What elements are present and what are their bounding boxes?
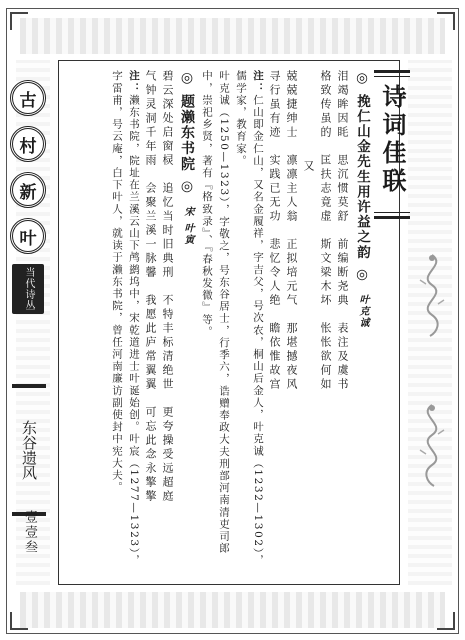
poem-line: 兢兢捷绅士 凛凛主人翁 正拟培元气 那堪撼夜风: [285, 70, 298, 392]
title-rule: [374, 212, 410, 213]
section-title: 诗词佳联: [378, 84, 407, 196]
poem-line: 气钟灵洞千年雨 会聚兰溪一脉馨 我愿此庐常翼翼 可忘此念永擎擎: [144, 70, 157, 504]
poem-note: 注：仁山即金仁山，又名金履祥，字吉父，号次农，桐山后金人，叶克诚（1232—1302），儒学家，教育家。: [235, 70, 264, 567]
series-char-3: 新: [10, 172, 46, 208]
poem-note: 注：濑东书院，院址在兰溪云山下鸬鹚坞中，宋乾道进士叶诞始创。叶宸（1277—1323），字雷甫，号云庵，白下叶人，就读于濑东书院，曾任河南廉访副使封中宪大夫。: [111, 70, 140, 567]
series-badge: 当代诗丛: [12, 264, 44, 314]
section-tab: 东谷遗风: [12, 384, 46, 516]
title-rule: [374, 76, 410, 77]
poem-title: ◎ 挽仁山金先生用许益之韵 ◎叶克诚: [354, 70, 370, 329]
poem-text-area: [83, 70, 373, 570]
corner-ornament-icon: [437, 612, 455, 630]
series-sidebar: [8, 80, 48, 326]
corner-ornament-icon: [437, 12, 455, 30]
series-char-2: 村: [10, 126, 46, 162]
corner-ornament-icon: [10, 612, 28, 630]
dragon-ornament-icon: [412, 400, 452, 490]
series-char-1: 古: [10, 80, 46, 116]
section-title-block: [372, 70, 412, 240]
poem-line: 格致传虽的 匡扶志竟虚 斯文梁木坏 怅怅欲何如: [319, 70, 332, 392]
title-rule: [374, 70, 410, 73]
title-rule: [374, 216, 410, 219]
poem-title: ◎ 题濑东书院 ◎宋 叶寅: [179, 70, 195, 247]
poem-author: 宋 叶寅: [182, 206, 193, 247]
series-char-4: 叶: [10, 218, 46, 254]
poem-line: 泪竭眸因眊 思沉惯莫舒 前编断尧典 表注及虞书: [336, 70, 349, 392]
page-number: 壹壹叁: [22, 510, 37, 555]
poem-line: 寻行虽有迹 实践已无功 悲忆令人绝 瞻依惟故宫: [268, 70, 281, 392]
corner-ornament-icon: [10, 12, 28, 30]
poem-note: 叶克诚（1250—1323），字敬之，号东谷居士，行季六，诰赠奉政大夫刑部河南清吏司郎中，崇祀乡贤，著有『格致录』、『春秋发微』等。: [201, 70, 230, 555]
poem-author: 叶克诚: [357, 293, 368, 329]
dragon-ornament-icon: [412, 250, 452, 340]
poem-you-marker: 又: [302, 160, 315, 174]
poem-line: 碧云深处启窗棂 追忆当时旧典刑 不特丰标清绝世 更夸操受远超庭: [161, 70, 174, 504]
